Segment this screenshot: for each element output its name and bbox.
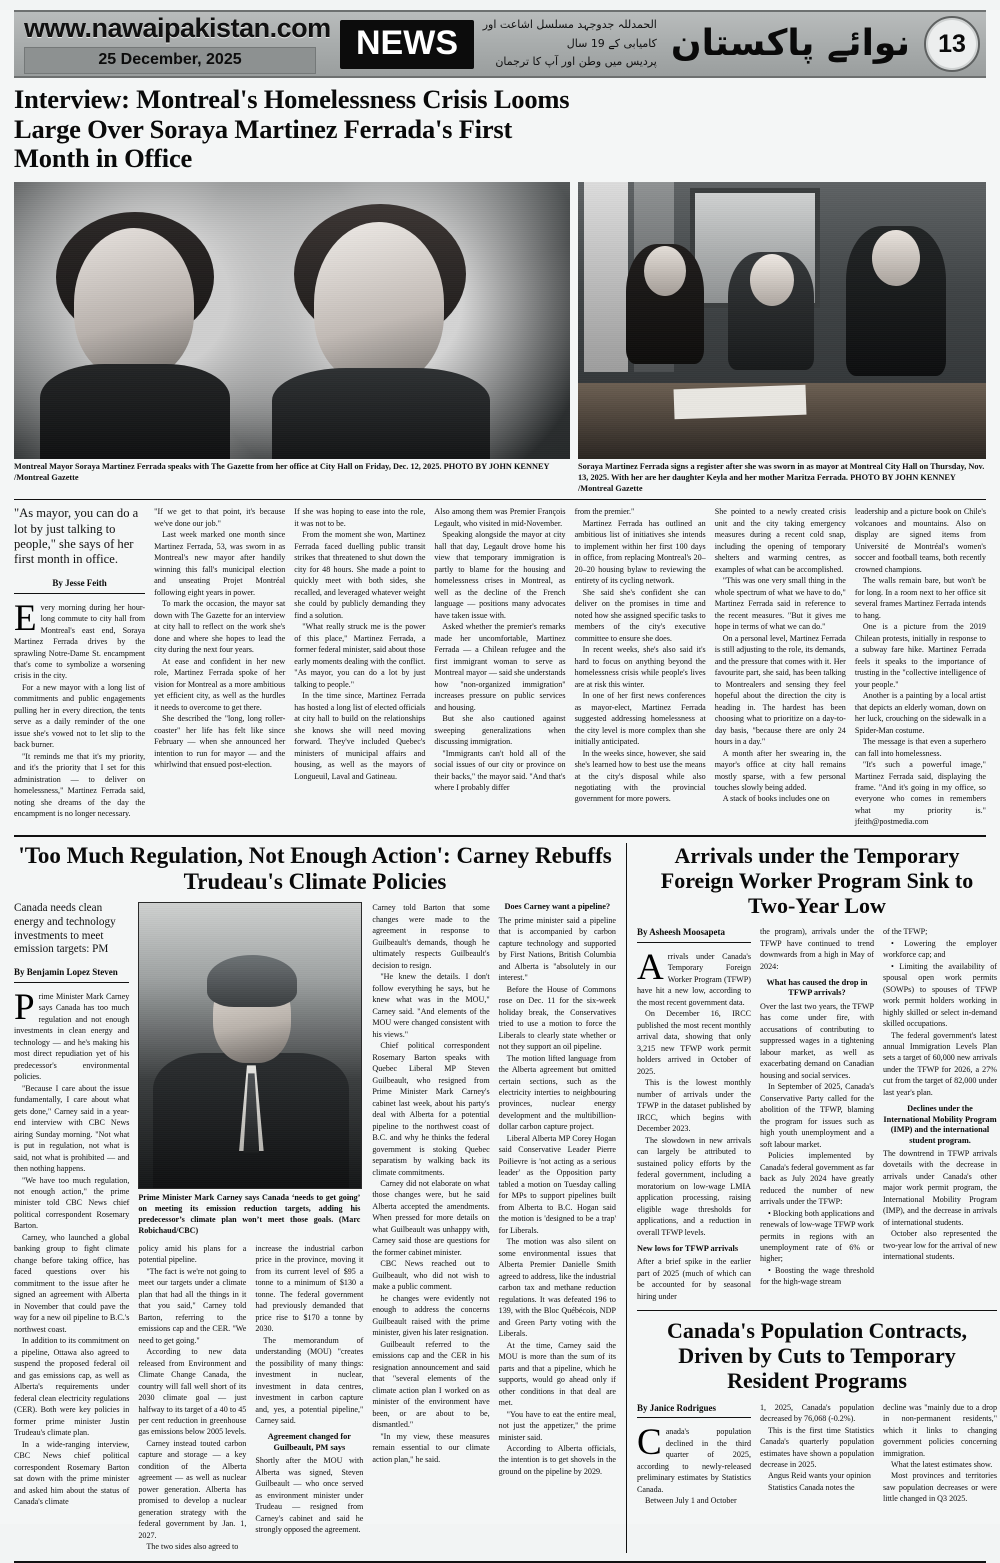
paragraph: In a wide-ranging interview, CBC News chief political correspondent Rosemary Barton sat down with the prime minister and asked him about the status of Canada's climate bbox=[14, 1439, 130, 1507]
photo-swearing-in bbox=[578, 182, 986, 459]
paragraph: But she also cautioned against sweeping generalizations when discussing immigration. bbox=[434, 714, 566, 747]
paragraph: If she was hoping to ease into the role, it was not to be. bbox=[294, 507, 426, 528]
paragraph-text: rrivals under Canada's Temporary Foreign Worker Program (TFWP) have hit a new low, according to the most recent government data. bbox=[637, 951, 751, 1007]
paragraph: In the weeks since, however, she said she's learned how to best use the means at the city's disposal while also negotiating with the provincial government for more powers. bbox=[574, 748, 706, 804]
drop-cap: C bbox=[637, 1422, 662, 1464]
publication-date: 25 December, 2025 bbox=[98, 50, 242, 68]
lead-column-7 bbox=[855, 506, 986, 828]
drop-cap: A bbox=[637, 946, 664, 988]
photo-caption-left: Montreal Mayor Soraya Martinez Ferrada speaks with The Gazette from her office at City Hall on Friday, Dec. 12, 2025. PHOTO BY JOHN KENNEY /Montreal Gazette bbox=[14, 462, 550, 482]
page-number: 13 bbox=[924, 16, 980, 72]
paragraph: Before the House of Commons rose on Dec. 11 for the six-week holiday break, the Conservatives tried to use a motion to force the Liberals to clearly state whether or not they support an oil pipeline. bbox=[498, 984, 616, 1052]
population-column-1 bbox=[637, 1402, 751, 1507]
paragraph: On a personal level, Martinez Ferrada is still adjusting to the role, its demands, and the pressure that comes with it. Her favourite part, she said, has been talking to Montrealers and sensing they feel hopeful about the direction the city is heading in. The hardest has been choosing what to prioritize on a day-to-day basis, "because there are only 24 hours in a day." bbox=[714, 633, 846, 747]
paragraph: The motion was also silent on some environmental issues that Alberta Premier Danielle Smith agreed to address, like the industrial carbon tax and methane reduction regulations. It was defeated 196 to 139, with the Bloc Québécois, NDP and Green Party voting with the Liberals. bbox=[498, 1237, 616, 1339]
paragraph: • Limiting the availability of spousal open work permits (SOWPs) to spouses of TFWP work permit holders working in highly skilled or select in-demand skilled occupations. bbox=[883, 961, 997, 1029]
paragraph: The prime minister said a pipeline that is accompanied by carbon capture technology and supported by First Nations, British Columbia and Alberta is "absolutely in our interest." bbox=[498, 915, 616, 983]
paragraph: Asked whether the premier's remarks made her uncomfortable, Martinez Ferrada — a Chilean refugee and the first immigrant woman to serve as Montreal mayor — said she understands how "non-organized immigration" increases pressure on public services and housing. bbox=[434, 622, 566, 712]
lead-photo-right-wrap bbox=[578, 182, 986, 494]
lead-column-2 bbox=[154, 506, 285, 828]
paragraph: "If we get to that point, it's because we've done our job." bbox=[154, 507, 286, 528]
paragraph: Carney instead touted carbon capture and storage — a key condition of the Alberta agreement — as well as nuclear power generation. Alberta has promised to develop a nuclear generation strategy with the federal government by Jan. 1, 2027. bbox=[138, 1438, 247, 1540]
lead-body-columns bbox=[14, 506, 986, 828]
paragraph: She described the "long, long roller-coaster" her life has felt like since February — when she announced her intention to run for mayor — and the whirlwind that ensued post-election. bbox=[154, 714, 286, 770]
paragraph: Last week marked one month since Martinez Ferrada, 53, was sworn in as Montreal's new mayor after handily winning this fall's municipal election and unseating Projet Montréal following eight years in power. bbox=[154, 530, 286, 597]
tfwp-byline: By Asheesh Moosapeta bbox=[637, 926, 751, 943]
carney-headline: 'Too Much Regulation, Not Enough Action': Carney Rebuffs Trudeau's Climate Policies bbox=[18, 842, 612, 895]
paragraph: "The fact is we're not going to meet our targets under a climate plan that had all the things in it that you said," Carney told Barton, referring to the emissions cap and the CER. "We need to get going." bbox=[138, 1266, 247, 1345]
paragraph: She said she's confident she can deliver on the promises in time and noted how she assigned specific tasks to members of the city's executive committee to ensure she does. bbox=[574, 587, 706, 643]
drop-cap: E bbox=[14, 597, 37, 639]
paragraph: At ease and confident in her new role, Martinez Ferrada spoke of her vision for Montreal as a more ambitious yet efficient city, as well as the hurdles it needs to overcome to get there. bbox=[154, 656, 286, 712]
news-badge: NEWS bbox=[340, 20, 474, 69]
paragraph: "He knew the details. I don't follow everything he says, but he knew what was in the MOU," Carney said. "And elements of the MOU were changed consistent with his views." bbox=[372, 972, 490, 1039]
carney-column-4 bbox=[499, 902, 616, 1552]
paragraph: "Because I care about the issue fundamentally, I care about what gets done," Carney said in a year-end interview with CBC News airing Sunday morning. "Not what is put in regulation, not what is said, not what is prohibited — and then nothing happens. bbox=[14, 1083, 130, 1174]
carney-subhead-guilbeault: Agreement changed for Guilbeault, PM says bbox=[267, 1432, 351, 1452]
masthead-left bbox=[14, 12, 334, 76]
carney-column-1 bbox=[14, 902, 129, 1552]
carney-byline: By Benjamin Lopez Steven bbox=[14, 966, 129, 983]
paragraph: from the premier." bbox=[574, 507, 635, 517]
paragraph: The motion lifted language from the Alberta agreement but omitted certain sections, such as the electricity interties to neighbouring provinces, nuclear energy development and the multibillion-dollar carbon capture project. bbox=[498, 1053, 616, 1132]
paragraph: The slowdown in new arrivals can largely be attributed to sustained policy efforts by the federal government, including a moratorium on low-wage LMIA application processing, raising eligible wage thresholds for applications, and a reduction in overall TFWP levels. bbox=[637, 1135, 751, 1237]
paragraph: The memorandum of understanding (MOU) "creates the possibility of many things: investment in nuclear, investment in data centres, investment in carbon capture and, yes, a potential pipeline," Carney said. bbox=[255, 1335, 364, 1425]
paragraph: To mark the occasion, the mayor sat down with The Gazette for an interview at city hall to reflect on the work she's done and where she hopes to lead the city during the next four years. bbox=[154, 599, 286, 655]
tfwp-column-2 bbox=[760, 926, 874, 1302]
paragraph: "Immigrants can't hold all of the social issues of our city or province on their backs," the mayor said. "And that's where I probably differ bbox=[434, 748, 566, 792]
paragraph: of the TFWP; bbox=[883, 927, 928, 937]
paragraph: On December 16, IRCC published the most recent monthly arrival data, showing that only 3,215 new TFWP work permit holders arrived in October of 2025. bbox=[637, 1009, 751, 1076]
photo-grain-overlay bbox=[14, 182, 570, 459]
date-bar bbox=[24, 47, 316, 74]
paragraph bbox=[14, 986, 130, 1083]
photo-caption-right: Soraya Martinez Ferrada signs a register after she was sworn in as mayor at Montreal City Hall on Thursday, Nov. 13, 2025. With her are her daughter Keyla and her mother Maritza Ferrada. PHOTO BY JOHN KENNEY /Montreal Gazette bbox=[578, 462, 985, 493]
lead-column-4 bbox=[434, 506, 565, 828]
paragraph: • Lowering the employer workforce cap; and bbox=[883, 938, 997, 960]
paragraph: According to Alberta officials, the intention is to get shovels in the ground on the pipeline by 2029. bbox=[498, 1444, 616, 1476]
paragraph: the program), arrivals under the TFWP have continued to trend downwards from a high in May of 2024: bbox=[760, 927, 874, 971]
paragraph bbox=[14, 597, 146, 682]
photo-mayor-interview bbox=[14, 182, 570, 459]
tfwp-headline: Arrivals under the Temporary Foreign Worker Program Sink to Two-Year Low bbox=[660, 842, 974, 919]
tfwp-subhead-cause: What has caused the drop in TFWP arrivals? bbox=[766, 978, 868, 998]
newspaper-page bbox=[0, 10, 1000, 1552]
population-column-3 bbox=[883, 1402, 997, 1507]
website-url[interactable]: www.nawaipakistan.com bbox=[24, 12, 331, 43]
paragraph: Policies implemented by Canada's federal government as far back as July 2024 have greatly reduced the number of new arrivals under the TFWP: bbox=[760, 1151, 874, 1207]
paragraph: What the latest estimates show. bbox=[891, 1459, 993, 1469]
paragraph-text: anada's population declined in the third quarter of 2025, according to newly-released preliminary estimates by Statistics Canada. bbox=[637, 1427, 751, 1494]
population-article bbox=[637, 1310, 997, 1506]
paragraph: 1, 2025, Canada's population decreased by 76,068 (-0.2%). bbox=[760, 1402, 874, 1424]
paragraph: Angus Reid wants your opinion bbox=[768, 1471, 871, 1481]
paragraph: decline was "mainly due to a drop in non-permanent residents," which it links to changing government policies concerning immigration. bbox=[883, 1402, 997, 1458]
paragraph: A stack of books includes one on bbox=[722, 794, 830, 804]
paragraph: In the time since, Martinez Ferrada has hosted a long list of elected officials at city hall to build on the relationships she knows she will need moving forward. They've included Quebec's ministers of municipal affairs and housing, as well as the mayors of Longueuil, Laval and Gatineau. bbox=[294, 691, 426, 781]
paragraph-text: very morning during her hour-long commute to city hall from Montreal's east end, Soraya Martinez Ferrada drives by the sprawling Notre-Dame St. encampment that's come to symbolize a worsening crisis in the city. bbox=[14, 602, 146, 681]
lead-byline: By Jesse Feith bbox=[14, 577, 145, 594]
population-body-columns bbox=[637, 1402, 997, 1507]
carney-photo-caption: Prime Minister Mark Carney says Canada ‘needs to get going’ on meeting its emission reduction targets, adding his predecessor’s climate plan won’t meet those goals. (Marc Robichaud/CBC) bbox=[138, 1193, 361, 1235]
paragraph: Most provinces and territories saw population decreases or were little changed in Q3 2025. bbox=[883, 1471, 997, 1504]
paragraph: One is a picture from the 2019 Chilean protests, initially in response to a subway fare hike. Martinez Ferrada feels it speaks to the importance of trusting in the "collective intelligence of your people." bbox=[854, 622, 986, 689]
urdu-taglines bbox=[474, 16, 657, 72]
photo-grain-overlay bbox=[139, 903, 361, 1188]
paragraph: policy amid his plans for a potential pipeline. bbox=[138, 1243, 247, 1265]
lead-headline: Interview: Montreal's Homelessness Crisis Looms Large Over Soraya Martinez Ferrada's First Month in Office bbox=[14, 84, 570, 174]
paragraph: She pointed to a newly created crisis unit and the city taking emergency measures during a recent cold snap, including the opening of temporary shelters and warming centres, as examples of what can be accomplished. bbox=[714, 507, 846, 574]
paragraph: At the time, Carney said the MOU is more than the sum of its parts and that a pipeline, which he supports, would go ahead only if other conditions in that deal are met. bbox=[498, 1340, 616, 1408]
paragraph: This is the lowest monthly number of arrivals under the TFWP in the dataset published by IRCC, which begins with December 2023. bbox=[637, 1078, 751, 1134]
paragraph: Over the last two years, the TFWP has come under fire, with accusations of contributing to suppressed wages in a tightening labour market, as well as exacerbating demand on Canadian housing and social services. bbox=[760, 1001, 874, 1080]
tfwp-column-1 bbox=[637, 926, 751, 1302]
carney-subhead-pipeline: Does Carney want a pipeline? bbox=[504, 902, 611, 912]
population-column-2 bbox=[760, 1402, 874, 1507]
paragraph: Also among them was Premier François Legault, who visited in mid-November. bbox=[434, 507, 566, 528]
urdu-masthead-title: نوائے پاکستان bbox=[670, 23, 910, 64]
carney-body-columns bbox=[14, 902, 616, 1552]
tfwp-article bbox=[637, 843, 997, 1302]
paragraph: For a new mayor with a long list of commitments and public engagements pulling her in every direction, the tents serve as a daily reminder of the one issue she's vowed not to let slip to the back burner. bbox=[14, 682, 146, 750]
photo-grain-overlay bbox=[578, 182, 986, 459]
drop-cap: P bbox=[14, 986, 35, 1028]
paragraph: "In my view, these measures remain essential to our climate action plan," he said. bbox=[372, 1431, 490, 1464]
lead-column-3 bbox=[294, 506, 425, 828]
paragraph: A month after her swearing in, the mayor's office at city hall remains mostly sparse, with a few personal touches slowly being added. bbox=[714, 748, 846, 792]
paragraph: "It's such a powerful image," Martinez Ferrada said, displaying the frame. "And it's going in my office, so everyone who comes in remembers what my priority is." jfeith@postmedia.com bbox=[854, 760, 986, 827]
paragraph: The downtrend in TFWP arrivals dovetails with the decrease in arrivals under Canada's other major work permit program, the International Mobility Program (IMP), and the decrease in arrivals of international students. bbox=[883, 1148, 997, 1227]
paragraph: Statistics Canada notes the bbox=[768, 1482, 855, 1492]
right-column-stack bbox=[626, 843, 997, 1553]
lead-deck: "As mayor, you can do a lot by just talking to people," she says of her first month in office. bbox=[14, 506, 139, 567]
paragraph: In addition to its commitment on a pipeline, Ottawa also agreed to suspend the proposed federal oil and gas emissions cap, as well as Alberta's requirements under federal clean electricity regulations (CER). Both were key policies in former prime minister Justin Trudeau's climate plan. bbox=[14, 1336, 130, 1438]
paragraph: The federal government's latest annual Immigration Levels Plan sets a target of 60,000 new arrivals under the TFWP for 2026, a 27% cut from the target of 82,000 under last year's plan. bbox=[883, 1030, 997, 1097]
paragraph: "It reminds me that it's my priority, and it's the priority that I set for this administration — to deliver on homelessness," Martinez Ferrada said, noting she dreams of the day the encampment is no longer necessary. bbox=[14, 751, 146, 819]
paragraph: Chief political correspondent Rosemary Barton speaks with Quebec Liberal MP Steven Guilbeault, who resigned from Prime Minister Mark Carney's cabinet last week, about his party's deal with Alberta for a potential pipeline to the northwest coast of B.C. and why he thinks the federal government is stoking Quebec separatism by walking back its climate commitments. bbox=[372, 1041, 490, 1177]
tfwp-column-3 bbox=[883, 926, 997, 1302]
paragraph: Between July 1 and October bbox=[645, 1496, 737, 1506]
tfwp-body-columns bbox=[637, 926, 997, 1302]
population-byline: By Janice Rodrigues bbox=[637, 1402, 751, 1419]
paragraph: The two sides also agreed to bbox=[146, 1542, 239, 1552]
lead-column-5 bbox=[575, 506, 706, 828]
paragraph: Another is a painting by a local artist that depicts an elderly woman, down on her luck, crouching on the sidewalk in a Spider-Man costume. bbox=[854, 691, 986, 735]
urdu-tagline-1: الحمدللہ جدوجہد مسلسل اشاعت اور کامیابی کے 19 سال bbox=[482, 17, 657, 50]
paragraph: he changes were evidently not enough to address the concerns Guilbeault raised with the prime minister, given his later resignation. bbox=[372, 1293, 490, 1338]
paragraph: Speaking alongside the mayor at city hall that day, Legault drove home his view that temporary immigration is partly to blame for the housing and homelessness crises in Montreal, as well as the decline of the French language — positions many advocates have taken issue with. bbox=[434, 530, 566, 620]
paragraph: Martinez Ferrada has outlined an ambitious list of initiatives she intends to implement within her first 100 days in office, from replacing Montreal's 20–20–20 housing bylaw to reviewing the entirety of its cycling network. bbox=[574, 518, 706, 586]
population-headline: Canada's Population Contracts, Driven by Cuts to Temporary Resident Programs bbox=[666, 1318, 968, 1394]
lead-photo-row bbox=[14, 182, 986, 494]
lead-column-1 bbox=[14, 506, 145, 828]
carney-column-2 bbox=[138, 902, 363, 1552]
paragraph-text: rime Minister Mark Carney says Canada has too much regulation and not enough investments in clean energy and technology — and he's making his most direct repudiation yet of his predecessor's environmental policies. bbox=[14, 991, 130, 1082]
paragraph: This is the first time Statistics Canada's quarterly population estimates have shown a population decrease in 2025. bbox=[760, 1425, 874, 1469]
carney-column-2a bbox=[138, 1243, 246, 1553]
middle-section bbox=[14, 842, 997, 1553]
paragraph: Liberal Alberta MP Corey Hogan said Conservative Leader Pierre Poilievre is 'not acting as a serious leader' as the Opposition party tabled a motion on Tuesday calling for MPs to support pipelines built from Alberta to B.C. Hogan said the motion is 'designed to be a trap' for Liberals. bbox=[498, 1133, 616, 1235]
lead-photo-left-wrap bbox=[14, 182, 570, 484]
paragraph: The message is that even a superhero can fall into homelessness. bbox=[854, 737, 986, 758]
paragraph: increase the industrial carbon price in the province, moving it from its current level of $95 a tonne to a minimum of $130 a tonne. The federal government had previously demanded that price rise to $170 a tonne by 2030. bbox=[255, 1243, 364, 1334]
paragraph: In one of her first news conferences as mayor-elect, Martinez Ferrada suggested addressing homelessness at the city level is more complex than she initially anticipated. bbox=[574, 691, 706, 747]
paragraph: Guilbeault referred to the emissions cap and the CER in his resignation announcement and said that "several elements of the climate action plan I worked on as minister of the environment have been, or are about to be, dismantled." bbox=[372, 1339, 490, 1430]
paragraph: CBC News reached out to Guilbeault, who did not wish to make a public comment. bbox=[372, 1259, 490, 1292]
carney-column-3 bbox=[372, 902, 489, 1552]
masthead bbox=[14, 10, 986, 78]
carney-deck: Canada needs clean energy and technology investments to meet emission targets: PM bbox=[14, 902, 116, 956]
carney-column-2b bbox=[255, 1243, 363, 1553]
carney-subcolumns bbox=[138, 1243, 363, 1553]
paragraph: Carney did not elaborate on what those changes were, but he said Alberta accepted the amendments. When pressed for more details on what Guilbeault was unhappy with, Carney said those are questions for the former cabinet minister. bbox=[372, 1178, 490, 1257]
lead-column-6 bbox=[715, 506, 846, 828]
tfwp-subhead-imp: Declines under the International Mobility Program (IMP) and the international student program. bbox=[883, 1104, 997, 1145]
paragraph: Carney, who launched a global banking group to fight climate change before taking office, has faced questions over his commitment to the issue after he signed an agreement with Alberta in November that could pave the way for a new oil pipeline to B.C.'s northwest coast. bbox=[14, 1232, 130, 1334]
paragraph: The walls remain bare, but won't be for long. In a room next to her office sit several frames Martinez Ferrada intends to hang. bbox=[854, 576, 986, 620]
paragraph: In recent weeks, she's also said it's hard to focus on anything beyond the homelessness crisis while people's lives are at risk this winter. bbox=[574, 645, 706, 689]
paragraph bbox=[637, 1422, 751, 1495]
paragraph: "We have too much regulation, not enough action," the prime minister told CBC News chief political correspondent Rosemary Barton. bbox=[14, 1175, 130, 1231]
paragraph: "This was one very small thing in the whole spectrum of what we have to do," Martinez Ferrada said in reference to the recent measures. "But it gives me hope in terms of what we can do." bbox=[714, 576, 846, 632]
tfwp-subhead-new-lows: New lows for TFWP arrivals bbox=[637, 1244, 739, 1254]
paragraph: In September of 2025, Canada's Conservative Party called for the abolition of the TFWP, blaming the program for issues such as high youth unemployment and a soft labour market. bbox=[760, 1082, 874, 1149]
masthead-urdu-block bbox=[474, 12, 916, 76]
paragraph: Carney told Barton that some changes were made to the agreement in response to Guilbeault's demands, though he ultimately respects Guilbeault's decision to resign. bbox=[372, 903, 490, 970]
section-divider bbox=[14, 835, 986, 837]
paragraph: "You have to eat the entire meal, not just the appetizer," the prime minister said. bbox=[498, 1409, 616, 1442]
paragraph bbox=[637, 946, 751, 1008]
divider bbox=[14, 499, 986, 500]
paragraph: October also represented the two-year low for the arrival of new international students. bbox=[883, 1229, 997, 1262]
paragraph: leadership and a picture book on Chile's volcanoes and mountains. Also on display are signed items from Université de Montréal's women's soccer and football teams, both recently crowned champions. bbox=[854, 507, 986, 574]
urdu-tagline-2: پردیس میں وطن اور آپ کا ترجمان bbox=[495, 55, 657, 69]
paragraph: Shortly after the MOU with Alberta was signed, Steven Guilbeault — who once served as environment minister under Trudeau — resigned from Carney's cabinet and said he strongly opposed the agreement. bbox=[255, 1456, 364, 1535]
paragraph: According to new data released from Environment and Climate Change Canada, the country will fall well short of its 2030 climate goal — just halfway to its target of a 40 to 45 per cent reduction in greenhouse gas emissions below 2005 levels. bbox=[138, 1347, 247, 1437]
carney-article bbox=[14, 843, 616, 1553]
paragraph: From the moment she won, Martinez Ferrada faced duelling public transit strikes that threatened to shut down the city for 48 hours. She made a point to quickly meet with both sides, she recalled, and leveraged whatever weight she could by publicly demanding they find a solution. bbox=[294, 530, 426, 620]
photo-mark-carney bbox=[138, 902, 362, 1189]
paragraph: After a brief spike in the earlier part of 2025 (much of which can be accounted for by seasonal hiring under bbox=[637, 1257, 751, 1301]
lead-article bbox=[14, 85, 986, 828]
paragraph: "What really struck me is the power of this place," Martinez Ferrada, a former federal minister, said about those early moments dealing with the conflict. "As mayor, you can do a lot by just talking to people." bbox=[294, 622, 426, 689]
paragraph: • Blocking both applications and renewals of low-wage TFWP work permits in regions with an unemployment rate of 6% or higher; bbox=[760, 1208, 874, 1264]
paragraph: • Boosting the wage threshold for the high-wage stream bbox=[760, 1265, 874, 1287]
